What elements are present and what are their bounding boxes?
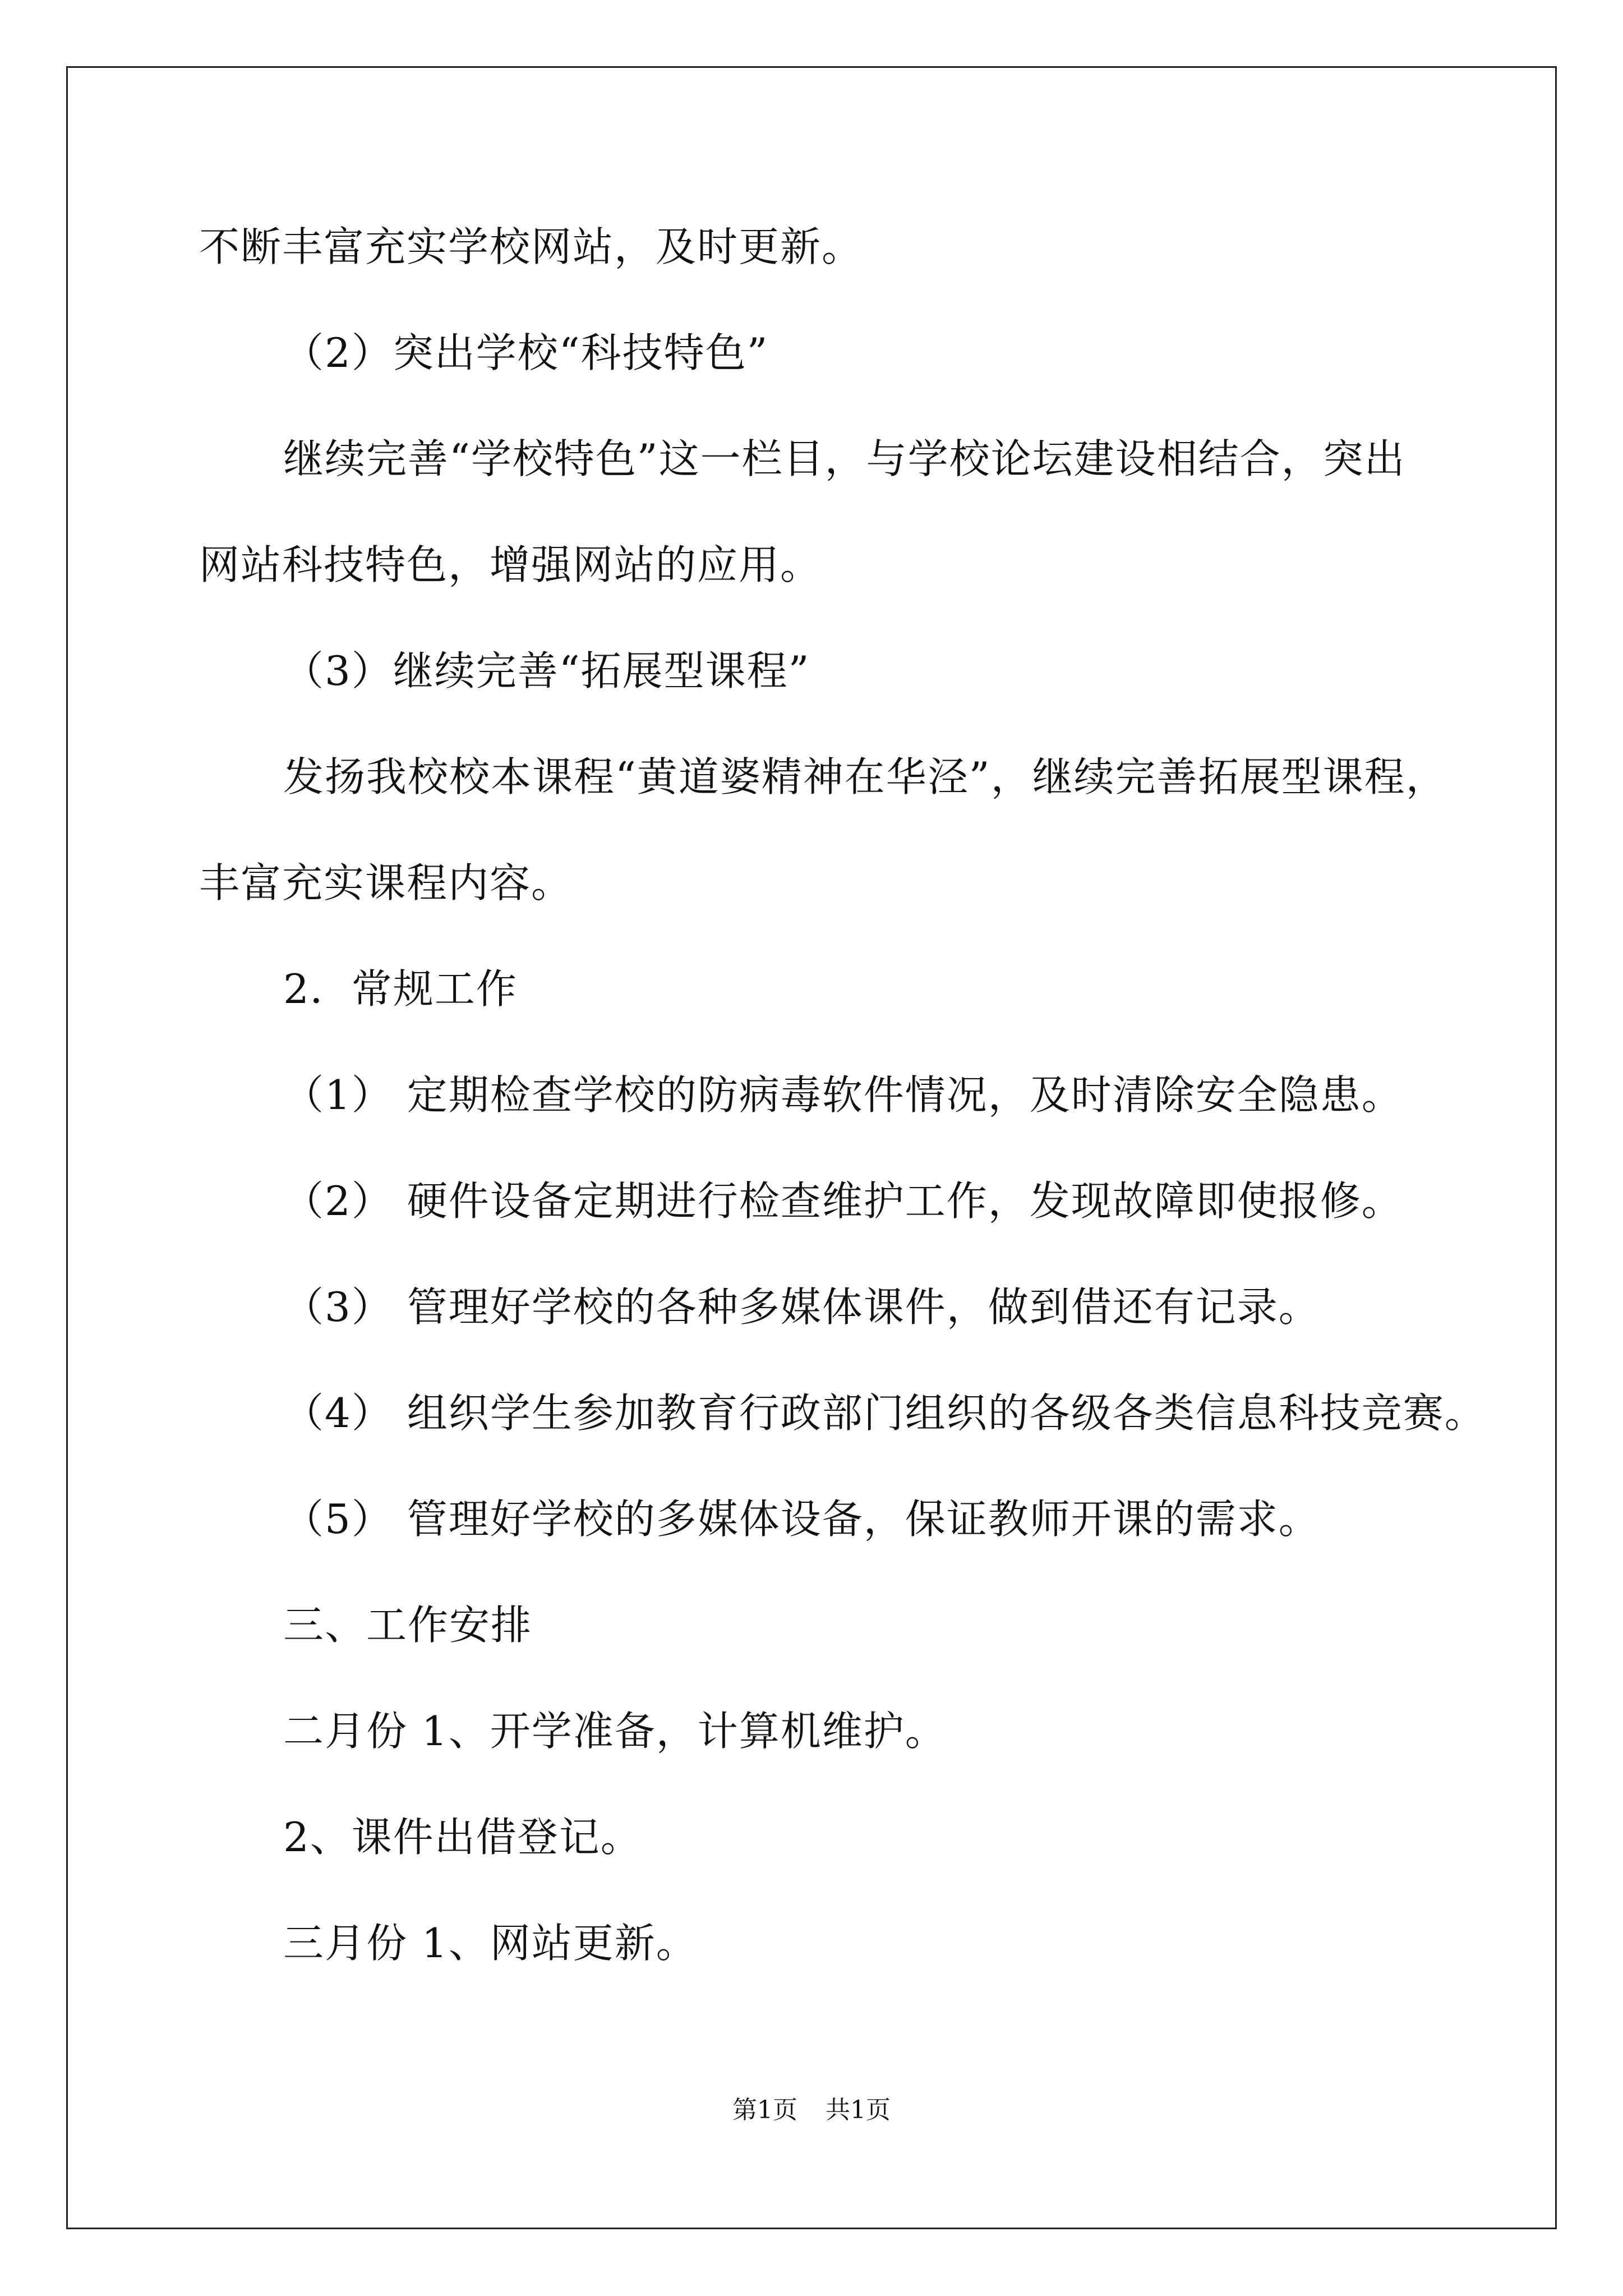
routine-item-4: （4） 组织学生参加教育行政部门组织的各级各类信息科技竞赛。 (283, 1389, 1486, 1437)
section-heading-routine-work: 2．常规工作 (283, 965, 518, 1013)
routine-item-5: （5） 管理好学校的多媒体设备，保证教师开课的需求。 (283, 1496, 1320, 1543)
routine-item-1: （1） 定期检查学校的防病毒软件情况，及时清除安全隐患。 (283, 1071, 1403, 1119)
paragraph-line-7: 丰富充实课程内容。 (199, 859, 573, 907)
section-heading-work-schedule: 三、工作安排 (283, 1602, 533, 1649)
subheading-tech-feature: （2）突出学校“科技特色” (283, 329, 769, 376)
routine-item-3: （3） 管理好学校的各种多媒体课件，做到借还有记录。 (283, 1283, 1320, 1331)
paragraph-line-1: 不断丰富充实学校网站，及时更新。 (199, 223, 864, 270)
schedule-february-2: 2、课件出借登记。 (283, 1814, 642, 1861)
schedule-march-1: 三月份 1、网站更新。 (283, 1920, 698, 1967)
paragraph-line-6: 发扬我校校本课程“黄道婆精神在华泾”，继续完善拓展型课程， (283, 753, 1447, 800)
page-border (66, 66, 1557, 2229)
page-footer (0, 2098, 1623, 2123)
subheading-extended-course: （3）继续完善“拓展型课程” (283, 647, 810, 694)
page-total: 共1页 (826, 2096, 891, 2124)
paragraph-line-4: 网站科技特色，增强网站的应用。 (199, 541, 822, 588)
paragraph-line-3: 继续完善“学校特色”这一栏目，与学校论坛建设相结合，突出 (283, 435, 1406, 482)
routine-item-2: （2） 硬件设备定期进行检查维护工作，发现故障即使报修。 (283, 1177, 1403, 1225)
schedule-february-1: 二月份 1、开学准备，计算机维护。 (283, 1708, 947, 1755)
page-number: 第1页 (732, 2096, 797, 2124)
